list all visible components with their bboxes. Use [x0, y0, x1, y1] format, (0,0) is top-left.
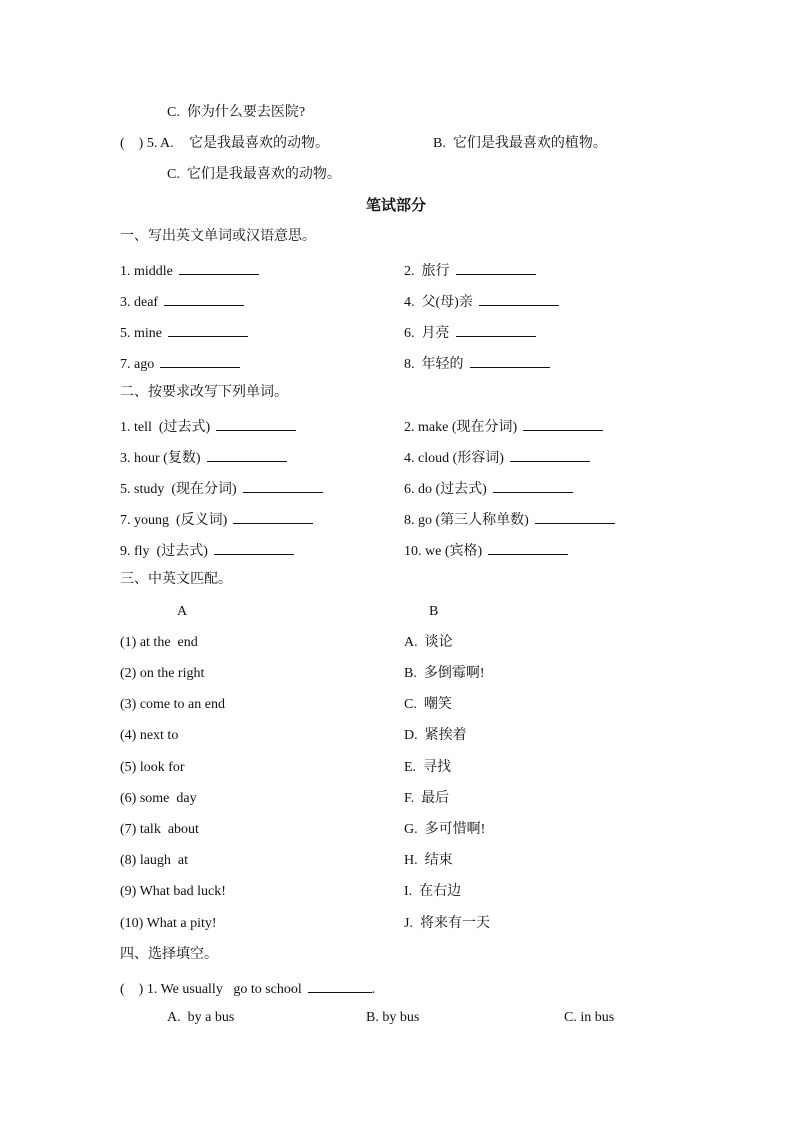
- answer-blank[interactable]: [214, 540, 294, 555]
- match-left-8: (8) laugh at: [120, 853, 189, 868]
- match-right-2: B. 多倒霉啊!: [404, 666, 485, 681]
- s1-item-6: 6. 月亮: [404, 322, 536, 343]
- column-a-header: A: [177, 604, 188, 619]
- match-left-2: (2) on the right: [120, 666, 205, 681]
- s4-q1-option-b: B. by bus: [366, 1010, 420, 1025]
- s1-item-2: 2. 旅行: [404, 260, 536, 281]
- s2-item-6: 6. do (过去式): [404, 478, 573, 499]
- s2-item-10: 10. we (宾格): [404, 540, 568, 561]
- match-right-9: I. 在右边: [404, 884, 462, 899]
- s1-item-3: 3. deaf: [120, 291, 244, 312]
- answer-blank[interactable]: [243, 478, 323, 493]
- answer-blank[interactable]: [308, 978, 372, 993]
- answer-blank[interactable]: [179, 260, 259, 275]
- s2-item-3: 3. hour (复数): [120, 447, 287, 468]
- written-section-title: 笔试部分: [366, 198, 427, 214]
- answer-blank[interactable]: [523, 416, 603, 431]
- match-right-7: G. 多可惜啊!: [404, 822, 486, 837]
- s2-item-2: 2. make (现在分词): [404, 416, 603, 437]
- s4-q1-option-c: C. in bus: [564, 1010, 615, 1025]
- answer-blank[interactable]: [160, 353, 240, 368]
- answer-blank[interactable]: [470, 353, 550, 368]
- s2-item-8: 8. go (第三人称单数): [404, 509, 615, 530]
- section1-heading: 一、写出英文单词或汉语意思。: [120, 229, 316, 244]
- s4-q1-option-a: A. by a bus: [167, 1010, 235, 1025]
- answer-blank[interactable]: [493, 478, 573, 493]
- match-right-8: H. 结束: [404, 853, 453, 868]
- s1-item-8: 8. 年轻的: [404, 353, 550, 374]
- answer-blank[interactable]: [488, 540, 568, 555]
- match-left-6: (6) some day: [120, 791, 197, 806]
- section2-heading: 二、按要求改写下列单词。: [120, 385, 288, 400]
- answer-blank[interactable]: [456, 322, 536, 337]
- q5-prefix: ( ) 5. A.: [120, 136, 174, 151]
- match-left-3: (3) come to an end: [120, 697, 225, 712]
- match-left-1: (1) at the end: [120, 635, 198, 650]
- answer-blank[interactable]: [535, 509, 615, 524]
- s2-item-5: 5. study (现在分词): [120, 478, 323, 499]
- match-right-1: A. 谈论: [404, 635, 453, 650]
- match-right-3: C. 嘲笑: [404, 697, 452, 712]
- answer-blank[interactable]: [456, 260, 536, 275]
- s1-item-5: 5. mine: [120, 322, 248, 343]
- match-right-6: F. 最后: [404, 791, 450, 806]
- answer-blank[interactable]: [207, 447, 287, 462]
- s1-item-7: 7. ago: [120, 353, 240, 374]
- match-left-10: (10) What a pity!: [120, 916, 217, 931]
- s1-item-1: 1. middle: [120, 260, 259, 281]
- match-right-10: J. 将来有一天: [404, 916, 490, 931]
- match-left-5: (5) look for: [120, 760, 185, 775]
- s2-item-9: 9. fly (过去式): [120, 540, 294, 561]
- answer-blank[interactable]: [510, 447, 590, 462]
- q5-option-a: 它是我最喜欢的动物。: [189, 136, 329, 151]
- match-right-5: E. 寻找: [404, 760, 452, 775]
- s1-item-4: 4. 父(母)亲: [404, 291, 559, 312]
- match-left-9: (9) What bad luck!: [120, 884, 226, 899]
- match-left-7: (7) talk about: [120, 822, 199, 837]
- answer-blank[interactable]: [168, 322, 248, 337]
- column-b-header: B: [429, 604, 439, 619]
- match-left-4: (4) next to: [120, 728, 179, 743]
- answer-blank[interactable]: [479, 291, 559, 306]
- s4-question-1: ( ) 1. We usually go to school .: [120, 978, 375, 999]
- s2-item-4: 4. cloud (形容词): [404, 447, 590, 468]
- s2-item-1: 1. tell (过去式): [120, 416, 296, 437]
- match-right-4: D. 紧挨着: [404, 728, 467, 743]
- q5-option-c: C. 它们是我最喜欢的动物。: [167, 167, 341, 182]
- section4-heading: 四、选择填空。: [120, 947, 218, 962]
- answer-blank[interactable]: [164, 291, 244, 306]
- section3-heading: 三、中英文匹配。: [120, 572, 232, 587]
- s2-item-7: 7. young (反义词): [120, 509, 313, 530]
- answer-blank[interactable]: [216, 416, 296, 431]
- answer-blank[interactable]: [233, 509, 313, 524]
- q4-option-c: C. 你为什么要去医院?: [167, 105, 306, 120]
- q5-option-b: B. 它们是我最喜欢的植物。: [433, 136, 607, 151]
